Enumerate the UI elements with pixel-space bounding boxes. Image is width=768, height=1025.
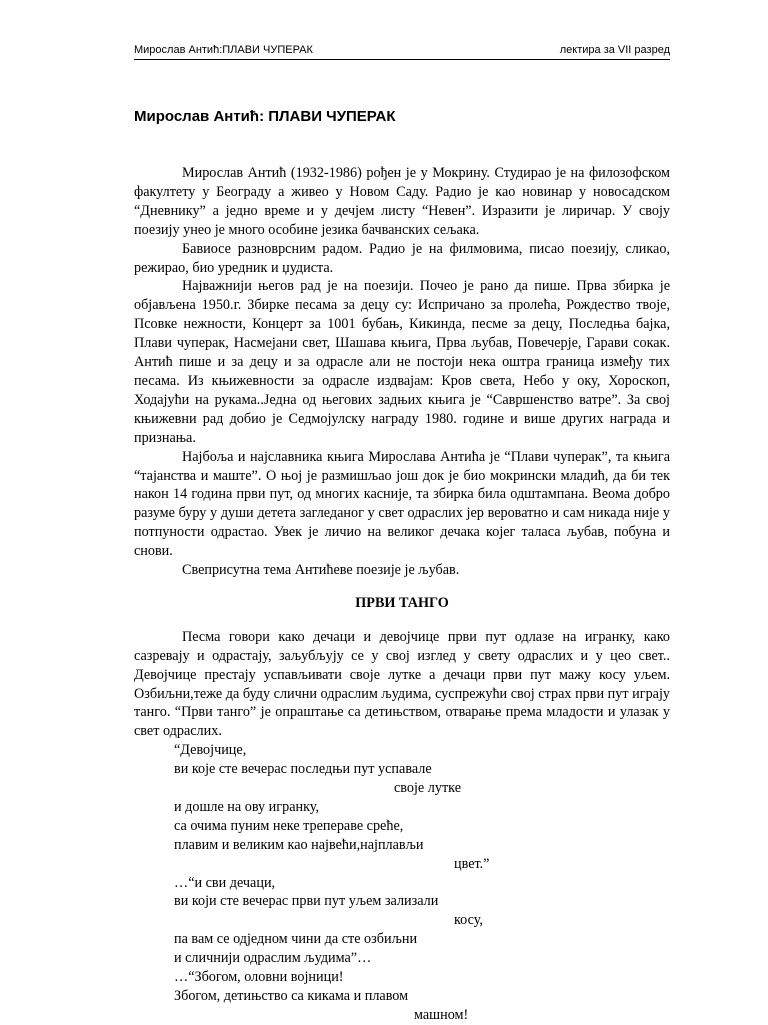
poem — [174, 741, 670, 1024]
poem-line: своје лутке — [394, 780, 461, 797]
poem-line: “Девојчице, — [174, 742, 247, 759]
poem-line: ви који сте вечерас први пут уљем зализали — [174, 893, 439, 910]
poem-line: па вам се одједном чини да сте озбиљни — [174, 931, 418, 948]
section-title: ПРВИ ТАНГО — [355, 594, 449, 611]
page-header — [134, 44, 670, 60]
section-paragraph: Песма говори како дечаци и девојчице први пут одлазе на игранку, како сазревају и одрастају, заљубљују се у свој изглед у свету одраслих и у цео свет.. Девојчице престају успављивати своје лутке а дечаци први пут мажу косу уљем. Озбиљни,теже да буду слични одраслим људима, суспрежући свој страх први пут играју танго. “Први танго” је опраштање са детињством, отварање према младости и улазак у свет одраслих. — [134, 628, 670, 740]
header-left: Мирослав Антић:ПЛАВИ ЧУПЕРАК — [134, 44, 313, 56]
paragraph: Бавиосе разноврсним радом. Радио је на филмовима, писао поезију, сликао, режирао, био уредник и џудиста. — [134, 240, 670, 276]
poem-line: и дошле на ову игранку, — [174, 798, 319, 815]
poem-line: …“Збогом, оловни војници! — [174, 968, 344, 985]
paragraph: Мирослав Антић (1932-1986) рођен је у Мокрину. Студирао је на филозофском факултету у Београду а живео у Новом Саду. Радио је као новинар у новосадском “Дневнику” а једно време и у дечјем листу “Невен”. Изразити је лиричар. У своју поезију унео је много особине језика бачванских сељака. — [134, 165, 670, 238]
poem-line: цвет.” — [454, 855, 490, 872]
poem-line: машном! — [414, 1006, 469, 1023]
poem-line: …“и сви дечаци, — [174, 874, 276, 891]
poem-line: и сличнији одраслим људима”… — [174, 950, 372, 967]
document-body — [134, 164, 670, 1025]
poem-line: Збогом, детињство са кикама и плавом — [174, 987, 409, 1004]
paragraph: Најбоља и најславника књига Мирослава Антића је “Плави чуперак”, та књига “тајанства и маште”. О њој је размишљао још док је био мокрински младић, да би тек након 14 година први пут, од многих касније, та збирка била одштампана. Веома добро разуме буру у души детета загледаног у свет одраслих јер вероватно и сам никада није у потпуности одрастао. Увек је личио на великог дечака којег таласа љубав, побуна и снови. — [134, 448, 670, 560]
poem-line: плавим и великим као највећи,најплављи — [174, 836, 424, 853]
document-title: Мирослав Антић: ПЛАВИ ЧУПЕРАК — [134, 108, 396, 125]
paragraph: Свеприсутна тема Антићеве поезије је љубав. — [182, 562, 460, 579]
poem-line: са очима пуним неке трепераве среће, — [174, 817, 404, 834]
paragraph: Најважнији његов рад је на поезији. Почео је рано да пише. Прва збирка је објављена 1950.г. Збирке песама за децу су: Испричано за пролећа, Рождество твоје, Псовке нежности, Концерт за 1001 бубањ, Кикинда, песме за децу, Последња бајка, Плави чуперак, Насмејани свет, Шашава књига, Прва љубав, Повечерје, Гарави сокак. Антић пише и за децу и за одрасле али не постоји нека оштра граница између тих песама. Из књижевности за одрасле издвајам: Кров света, Небо у оку, Хороскоп, Ходајући на рукама..Једна од његових задњих књига је “Савршенство ватре”. За свој књижевни рад добио је Седмојулску награду 1980. године и више других награда и признања. — [134, 278, 670, 446]
poem-line: ви које сте вечерас последњи пут успавале — [174, 761, 432, 778]
poem-line: косу, — [454, 912, 483, 929]
header-right: лектира за VII разред — [559, 44, 670, 56]
